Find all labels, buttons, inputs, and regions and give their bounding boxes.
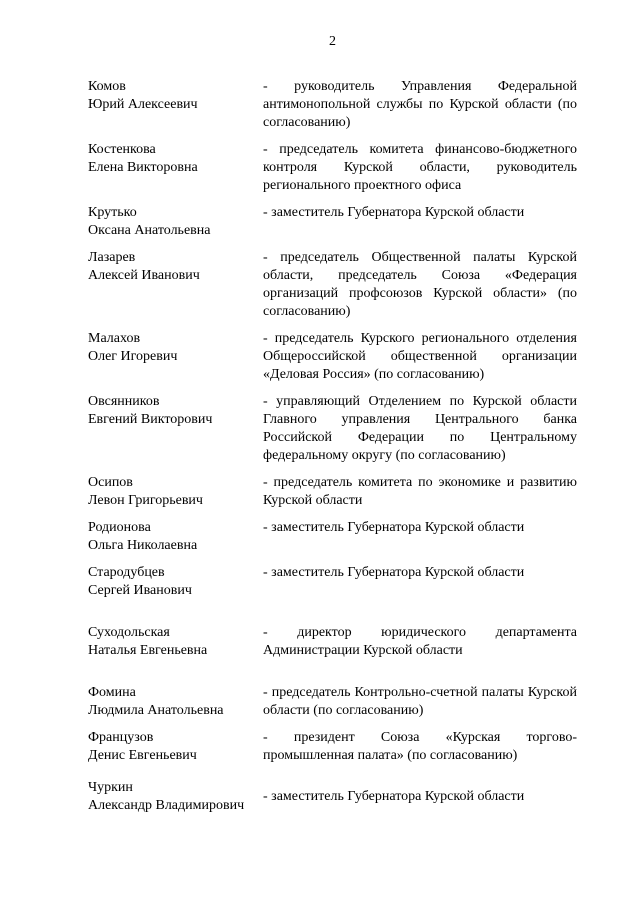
- page-number: 2: [329, 34, 336, 49]
- person-position: - президент Союза «Курская торгово-промышленная палата» (по согласованию): [263, 730, 577, 763]
- entry-row: [88, 624, 577, 660]
- person-surname: Чуркин: [88, 780, 133, 795]
- person-given-patronymic: Олег Игоревич: [88, 349, 178, 364]
- person-position: - председатель комитета финансово-бюджетного контроля Курской области, руководитель регионального проектного офиса: [263, 142, 577, 193]
- person-surname: Комов: [88, 79, 126, 94]
- person-given-patronymic: Наталья Евгеньевна: [88, 643, 208, 658]
- person-given-patronymic: Людмила Анатольевна: [88, 703, 224, 718]
- entry-row: [88, 249, 577, 321]
- entry-row: [88, 779, 577, 815]
- entry-row: [88, 474, 577, 510]
- person-position: - председатель Курского регионального отделения Общероссийской общественной организации «Деловая Россия» (по согласованию): [263, 331, 577, 382]
- person-position: - председатель комитета по экономике и развитию Курской области: [263, 475, 577, 508]
- person-name: [88, 249, 263, 285]
- person-surname: Осипов: [88, 475, 133, 490]
- entry-row: [88, 204, 577, 240]
- person-surname: Фомина: [88, 685, 136, 700]
- person-given-patronymic: Елена Викторовна: [88, 160, 198, 175]
- person-name: [88, 78, 263, 114]
- person-name: [88, 564, 263, 600]
- person-given-patronymic: Ольга Николаевна: [88, 538, 198, 553]
- person-position: - директор юридического департамента Администрации Курской области: [263, 625, 577, 658]
- entry-row: [88, 729, 577, 765]
- person-position: - управляющий Отделением по Курской области Главного управления Центрального банка Российской Федерации по Центральному федеральному округу (по согласованию): [263, 394, 577, 463]
- person-name: [88, 474, 263, 510]
- person-position: - председатель Общественной палаты Курской области, председатель Союза «Федерация организаций профсоюзов Курской области» (по согласованию): [263, 250, 577, 319]
- person-surname: Лазарев: [88, 250, 136, 265]
- person-given-patronymic: Оксана Анатольевна: [88, 223, 211, 238]
- person-surname: Овсянников: [88, 394, 160, 409]
- person-given-patronymic: Левон Григорьевич: [88, 493, 203, 508]
- person-position: - заместитель Губернатора Курской области: [263, 205, 525, 220]
- person-surname: Крутько: [88, 205, 137, 220]
- person-name: [88, 684, 263, 720]
- person-surname: Костенкова: [88, 142, 156, 157]
- entry-row: [88, 78, 577, 132]
- person-position: - заместитель Губернатора Курской области: [263, 565, 525, 580]
- person-surname: Стародубцев: [88, 565, 165, 580]
- person-given-patronymic: Денис Евгеньевич: [88, 748, 197, 763]
- person-surname: Родионова: [88, 520, 151, 535]
- person-position: - председатель Контрольно-счетной палаты Курской области (по согласованию): [263, 685, 577, 718]
- person-name: [88, 393, 263, 429]
- person-given-patronymic: Сергей Иванович: [88, 583, 192, 598]
- entry-row: [88, 684, 577, 720]
- person-given-patronymic: Алексей Иванович: [88, 268, 200, 283]
- person-given-patronymic: Евгений Викторович: [88, 412, 213, 427]
- person-name: [88, 141, 263, 177]
- person-name: [88, 330, 263, 366]
- person-surname: Французов: [88, 730, 154, 745]
- text-block: [88, 0, 577, 815]
- person-name: [88, 779, 263, 815]
- person-name: [88, 204, 263, 240]
- entry-row: [88, 393, 577, 465]
- person-name: [88, 624, 263, 660]
- entry-row: [88, 519, 577, 555]
- person-position: - заместитель Губернатора Курской области: [263, 520, 525, 535]
- person-surname: Малахов: [88, 331, 141, 346]
- person-name: [88, 519, 263, 555]
- person-name: [88, 729, 263, 765]
- entry-row: [88, 141, 577, 195]
- person-position: - заместитель Губернатора Курской области: [263, 789, 525, 804]
- person-position: - руководитель Управления Федеральной антимонопольной службы по Курской области (по согласованию): [263, 79, 577, 130]
- entry-row: [88, 330, 577, 384]
- entry-row: [88, 564, 577, 600]
- person-given-patronymic: Александр Владимирович: [88, 798, 245, 813]
- person-surname: Суходольская: [88, 625, 170, 640]
- person-given-patronymic: Юрий Алексеевич: [88, 97, 198, 112]
